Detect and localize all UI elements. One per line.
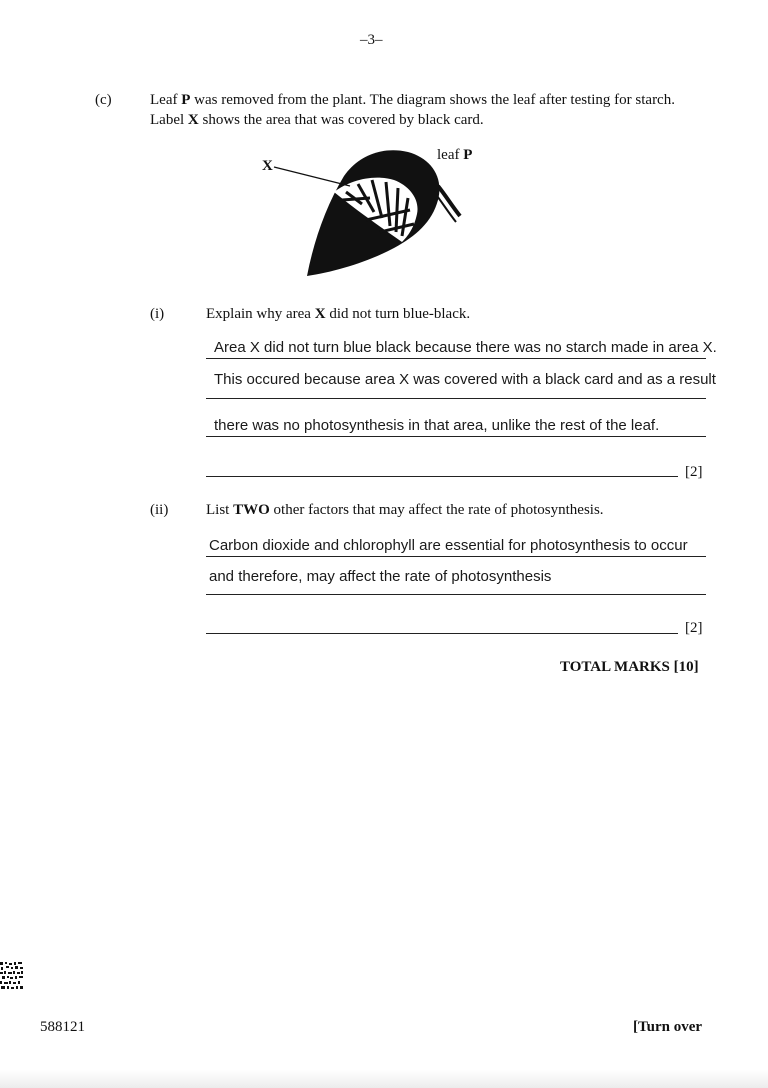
answer-rule <box>206 594 706 595</box>
question-c-line-1: Leaf P was removed from the plant. The diagram shows the leaf after testing for starch. <box>150 92 675 108</box>
answer-ii-line-1: Carbon dioxide and chlorophyll are essential for photosynthesis to occur <box>209 537 688 554</box>
answer-rule <box>206 436 706 437</box>
part-i-marks: [2] <box>685 464 703 480</box>
turn-over: [Turn over <box>633 1019 703 1035</box>
answer-i-line-3: there was no photosynthesis in that area, unlike the rest of the leaf. <box>214 417 660 434</box>
answer-rule <box>206 358 706 359</box>
diagram-label-leaf-p: leaf P <box>437 147 473 163</box>
question-label-c: (c) <box>95 92 112 108</box>
question-c-line-2: Label X shows the area that was covered by black card. <box>150 112 484 128</box>
answer-ii-line-2: and therefore, may affect the rate of photosynthesis <box>209 568 552 585</box>
answer-rule <box>206 476 678 477</box>
barcode-icon <box>0 962 24 990</box>
part-ii-label: (ii) <box>150 502 169 518</box>
footer-code: 588121 <box>40 1019 85 1035</box>
page-number: –3– <box>360 32 383 48</box>
answer-rule <box>206 556 706 557</box>
page-edge-shadow <box>0 1070 768 1088</box>
diagram-label-x: X <box>262 158 273 174</box>
answer-rule <box>206 398 706 399</box>
answer-i-line-2: This occured because area X was covered with a black card and as a result <box>214 371 716 388</box>
part-i-label: (i) <box>150 306 165 322</box>
total-marks: TOTAL MARKS [10] <box>560 659 699 675</box>
answer-i-line-1: Area X did not turn blue black because there was no starch made in area X. <box>214 339 717 356</box>
pointer-line <box>274 167 350 186</box>
part-ii-question: List TWO other factors that may affect the rate of photosynthesis. <box>206 502 604 518</box>
answer-rule <box>206 633 678 634</box>
part-ii-marks: [2] <box>685 620 703 636</box>
leaf-diagram <box>270 140 473 285</box>
part-i-question: Explain why area X did not turn blue-black. <box>206 306 471 322</box>
